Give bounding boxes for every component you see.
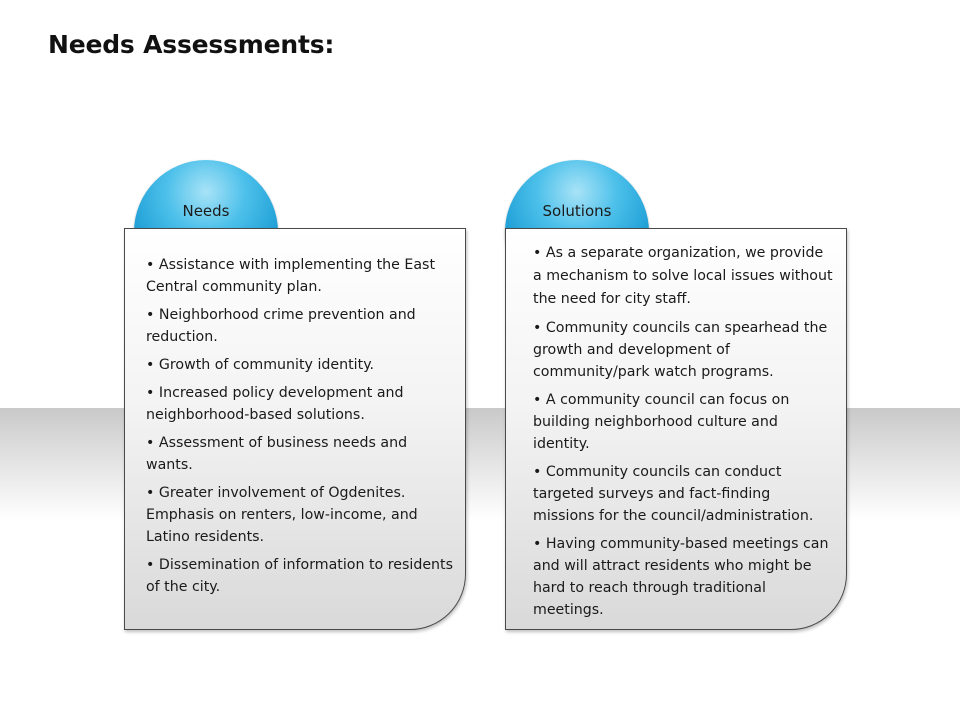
slide-title: Needs Assessments:: [48, 30, 335, 59]
solutions-tab-label: Solutions: [542, 202, 612, 220]
solutions-list-item: • Having community-based meetings can and will attract residents who might be hard to reach through traditional meetings.: [533, 533, 836, 621]
needs-list-item: • Dissemination of information to residents of the city.: [146, 554, 455, 598]
solutions-list-item: • A community council can focus on building neighborhood culture and identity.: [533, 389, 836, 455]
solutions-list-item: • Community councils can spearhead the growth and development of community/park watch programs.: [533, 317, 836, 383]
needs-card: [124, 228, 466, 630]
needs-list: [125, 229, 465, 598]
needs-list-item: • Assistance with implementing the East Central community plan.: [146, 254, 455, 298]
needs-list-item: • Assessment of business needs and wants.: [146, 432, 455, 476]
solutions-list-item: • Community councils can conduct targeted surveys and fact-finding missions for the council/administration.: [533, 461, 836, 527]
needs-tab-label: Needs: [182, 202, 230, 220]
needs-list-item: • Neighborhood crime prevention and reduction.: [146, 304, 455, 348]
needs-list-item: • Increased policy development and neighborhood-based solutions.: [146, 382, 455, 426]
solutions-list: [506, 229, 846, 621]
needs-list-item: • Greater involvement of Ogdenites. Emphasis on renters, low-income, and Latino residents.: [146, 482, 455, 548]
solutions-card: [505, 228, 847, 630]
solutions-list-item: • As a separate organization, we provide a mechanism to solve local issues without the need for city staff.: [533, 242, 836, 311]
needs-list-item: • Growth of community identity.: [146, 354, 455, 376]
